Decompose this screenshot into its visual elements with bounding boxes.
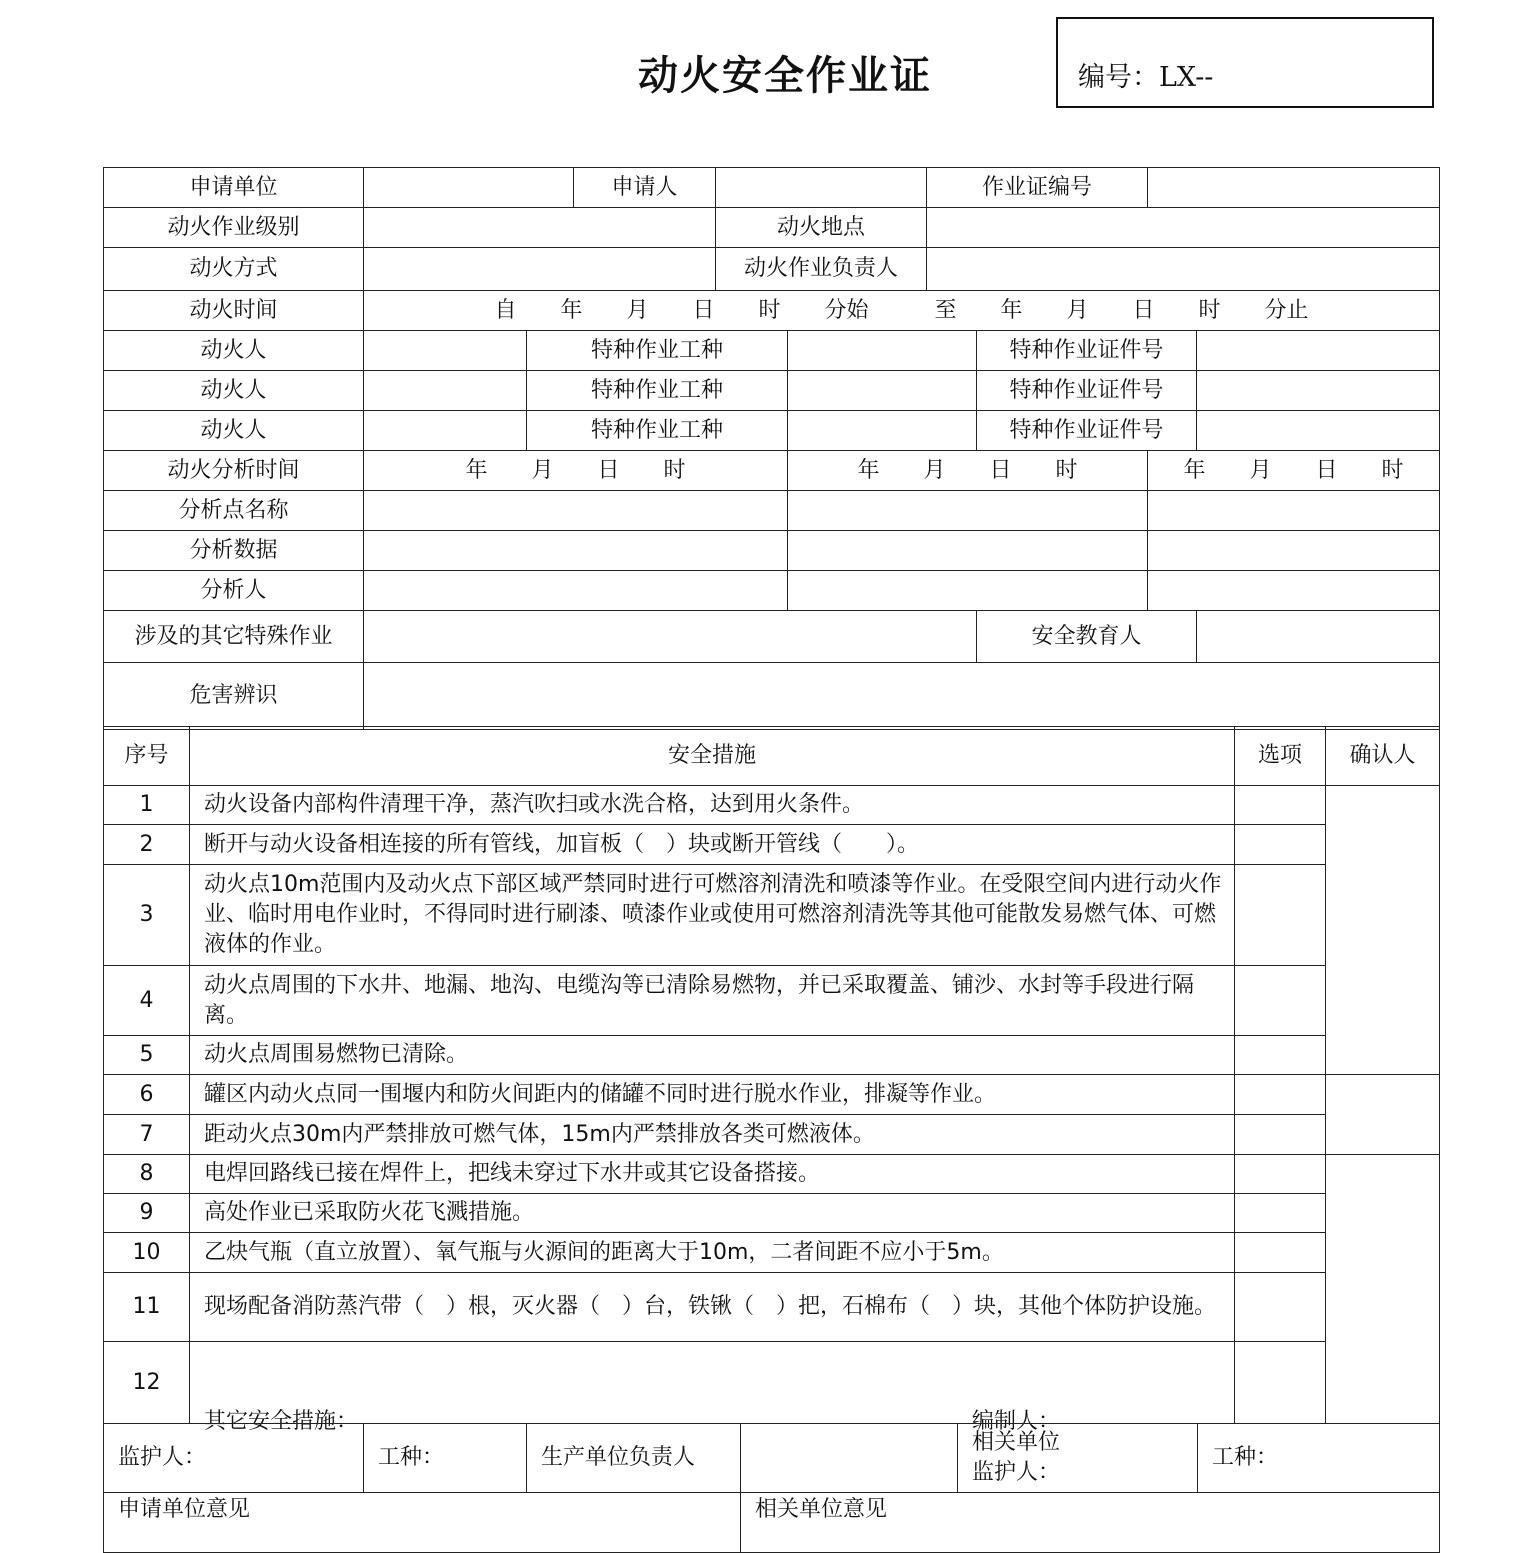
special-work-type-field[interactable] xyxy=(788,411,977,451)
measure-no: 1 xyxy=(104,786,190,825)
analysis-point-field-2[interactable] xyxy=(788,491,1148,531)
measure-text: 乙炔气瓶（直立放置）、氧气瓶与火源间的距离大于10m，二者间距不应小于5m。 xyxy=(190,1233,1235,1273)
fire-time-value: 自 年 月 日 时 分始 至 年 月 日 时 分止 xyxy=(494,297,1309,323)
special-cert-no-field[interactable] xyxy=(1197,411,1440,451)
measure-text: 距动火点30m内严禁排放可燃气体，15m内严禁排放各类可燃液体。 xyxy=(190,1115,1235,1155)
measure-text: 动火设备内部构件清理干净，蒸汽吹扫或水洗合格，达到用火条件。 xyxy=(190,786,1235,825)
measure-text: 断开与动火设备相连接的所有管线，加盲板（ ）块或断开管线（ ）。 xyxy=(190,825,1235,865)
measure-no: 12 xyxy=(104,1342,190,1424)
measure-text: 动火点周围的下水井、地漏、地沟、电缆沟等已清除易燃物，并已采取覆盖、铺沙、水封等手段进行隔离。 xyxy=(190,966,1235,1036)
measure-option-cell[interactable] xyxy=(1235,1233,1326,1273)
analysis-data-label: 分析数据 xyxy=(104,531,364,571)
fire-method-label: 动火方式 xyxy=(104,248,364,291)
signature-table xyxy=(103,1423,1440,1553)
hazard-identification-label: 危害辨识 xyxy=(104,663,364,730)
safety-measures-table xyxy=(103,726,1440,1434)
fire-location-label: 动火地点 xyxy=(716,208,927,248)
work-type-label: 工种： xyxy=(364,1424,527,1493)
fire-person-field[interactable] xyxy=(364,371,527,411)
special-cert-no-label: 特种作业证件号 xyxy=(977,331,1197,371)
measure-option-cell[interactable] xyxy=(1235,865,1326,966)
permit-number-box xyxy=(1056,17,1434,108)
measure-no: 4 xyxy=(104,966,190,1036)
apply-unit-label: 申请单位 xyxy=(104,168,364,208)
measure-confirm-cell[interactable] xyxy=(1326,1075,1440,1155)
analyst-field-1[interactable] xyxy=(364,571,788,611)
apply-unit-opinion[interactable]: 申请单位意见 xyxy=(104,1493,741,1553)
measure-option-cell[interactable] xyxy=(1235,1036,1326,1075)
special-cert-no-field[interactable] xyxy=(1197,371,1440,411)
analyst-label: 分析人 xyxy=(104,571,364,611)
fire-person-label: 动火人 xyxy=(104,331,364,371)
fire-time-field[interactable] xyxy=(364,291,1440,331)
work-type-label-2: 工种： xyxy=(1198,1424,1440,1493)
permit-info-table xyxy=(103,167,1440,730)
special-work-type-field[interactable] xyxy=(788,371,977,411)
special-work-type-label: 特种作业工种 xyxy=(527,331,788,371)
fire-person-label: 动火人 xyxy=(104,411,364,451)
other-special-work-label: 涉及的其它特殊作业 xyxy=(104,611,364,663)
measure-option-cell[interactable] xyxy=(1235,966,1326,1036)
measure-no: 7 xyxy=(104,1115,190,1155)
fire-leader-field[interactable] xyxy=(927,248,1440,291)
other-measures-label: 其它安全措施： xyxy=(204,1408,359,1434)
measure-text: 高处作业已采取防火花飞溅措施。 xyxy=(190,1194,1235,1233)
analysis-time-field-3[interactable]: 年 月 日 时 xyxy=(1148,451,1440,491)
measure-no: 11 xyxy=(104,1273,190,1342)
permit-number-label: 编号：LX-- xyxy=(1078,62,1214,93)
safety-educator-field[interactable] xyxy=(1197,611,1440,663)
related-unit-opinion[interactable]: 相关单位意见 xyxy=(741,1493,1440,1553)
analysis-point-field-1[interactable] xyxy=(364,491,788,531)
measure-no: 2 xyxy=(104,825,190,865)
applicant-field[interactable] xyxy=(716,168,927,208)
related-unit-guardian-label xyxy=(958,1424,1198,1493)
measure-text: 现场配备消防蒸汽带（ ）根，灭火器（ ）台，铁锹（ ）把，石棉布（ ）块，其他个体防护设施。 xyxy=(190,1273,1235,1342)
measure-option-cell[interactable] xyxy=(1235,1155,1326,1194)
related-unit-line2: 监护人： xyxy=(972,1460,1061,1485)
safety-educator-label: 安全教育人 xyxy=(977,611,1197,663)
measure-option-cell[interactable] xyxy=(1235,1075,1326,1115)
applicant-label: 申请人 xyxy=(574,168,716,208)
col-confirm-header: 确认人 xyxy=(1326,727,1440,786)
measure-option-cell[interactable] xyxy=(1235,786,1326,825)
analysis-point-field-3[interactable] xyxy=(1148,491,1440,531)
measure-confirm-cell[interactable] xyxy=(1326,1155,1440,1424)
special-work-type-field[interactable] xyxy=(788,331,977,371)
fire-person-field[interactable] xyxy=(364,411,527,451)
measure-text: 罐区内动火点同一围堰内和防火间距内的储罐不同时进行脱水作业，排凝等作业。 xyxy=(190,1075,1235,1115)
analysis-time-field-2[interactable]: 年 月 日 时 xyxy=(788,451,1148,491)
fire-time-label: 动火时间 xyxy=(104,291,364,331)
col-option-header: 选项 xyxy=(1235,727,1326,786)
fire-person-label: 动火人 xyxy=(104,371,364,411)
apply-unit-field[interactable] xyxy=(364,168,574,208)
fire-method-field[interactable] xyxy=(364,248,716,291)
analysis-point-label: 分析点名称 xyxy=(104,491,364,531)
measure-no: 8 xyxy=(104,1155,190,1194)
measure-text: 动火点周围易燃物已清除。 xyxy=(190,1036,1235,1075)
measure-no: 5 xyxy=(104,1036,190,1075)
analysis-data-field-3[interactable] xyxy=(1148,531,1440,571)
measure-no: 3 xyxy=(104,865,190,966)
other-special-work-field[interactable] xyxy=(364,611,977,663)
measure-option-cell[interactable] xyxy=(1235,1273,1326,1342)
analyst-field-2[interactable] xyxy=(788,571,1148,611)
analyst-field-3[interactable] xyxy=(1148,571,1440,611)
special-cert-no-label: 特种作业证件号 xyxy=(977,411,1197,451)
special-cert-no-label: 特种作业证件号 xyxy=(977,371,1197,411)
col-no-header: 序号 xyxy=(104,727,190,786)
measure-confirm-cell[interactable] xyxy=(1326,786,1440,1075)
measure-option-cell[interactable] xyxy=(1235,1194,1326,1233)
permit-no-field[interactable] xyxy=(1148,168,1440,208)
fire-level-label: 动火作业级别 xyxy=(104,208,364,248)
related-unit-line1: 相关单位 xyxy=(972,1430,1061,1456)
special-cert-no-field[interactable] xyxy=(1197,331,1440,371)
hazard-identification-field[interactable] xyxy=(364,663,1440,730)
analysis-time-label: 动火分析时间 xyxy=(104,451,364,491)
permit-no-label: 作业证编号 xyxy=(927,168,1148,208)
analysis-time-field-1[interactable]: 年 月 日 时 xyxy=(364,451,788,491)
measure-option-cell[interactable] xyxy=(1235,825,1326,865)
measure-no: 10 xyxy=(104,1233,190,1273)
fire-level-field[interactable] xyxy=(364,208,716,248)
measure-option-cell[interactable] xyxy=(1235,1115,1326,1155)
measure-text: 动火点10m范围内及动火点下部区域严禁同时进行可燃溶剂清洗和喷漆等作业。在受限空间内进行动火作业、临时用电作业时，不得同时进行刷漆、喷漆作业或使用可燃溶剂清洗等其他可能散发易燃气体、可燃液体的作业。 xyxy=(190,865,1235,966)
guardian-label: 监护人： xyxy=(104,1424,364,1493)
measure-no: 9 xyxy=(104,1194,190,1233)
special-work-type-label: 特种作业工种 xyxy=(527,411,788,451)
measure-text: 电焊回路线已接在焊件上，把线未穿过下水井或其它设备搭接。 xyxy=(190,1155,1235,1194)
analysis-data-field-2[interactable] xyxy=(788,531,1148,571)
measure-option-cell[interactable] xyxy=(1235,1342,1326,1424)
analysis-data-field-1[interactable] xyxy=(364,531,788,571)
page-title: 动火安全作业证 xyxy=(638,52,932,99)
col-measure-header: 安全措施 xyxy=(190,727,1235,786)
fire-person-field[interactable] xyxy=(364,331,527,371)
measure-text-cell[interactable] xyxy=(190,1342,1235,1434)
compiler-label: 编制人： xyxy=(972,1408,1061,1434)
measure-no: 6 xyxy=(104,1075,190,1115)
fire-location-field[interactable] xyxy=(927,208,1440,248)
production-leader-label: 生产单位负责人 xyxy=(527,1424,741,1493)
production-leader-field[interactable] xyxy=(741,1424,958,1493)
fire-leader-label: 动火作业负责人 xyxy=(716,248,927,291)
special-work-type-label: 特种作业工种 xyxy=(527,371,788,411)
